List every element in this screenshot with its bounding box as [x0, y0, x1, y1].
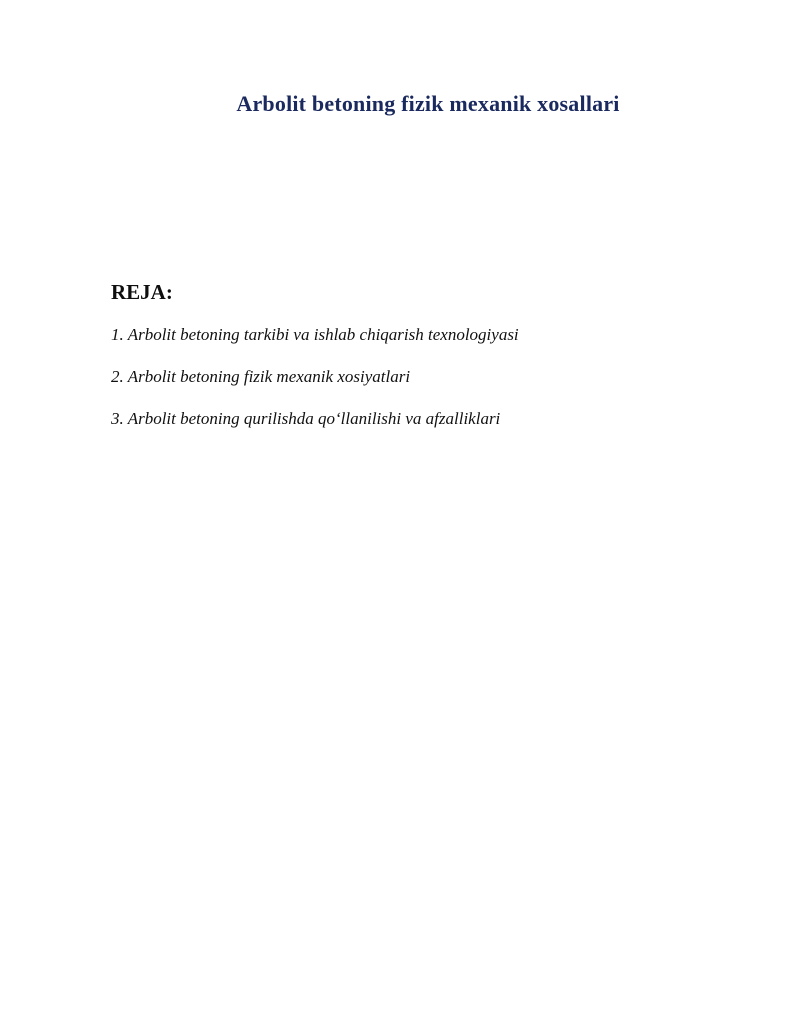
plan-item-2: 2. Arbolit betoning fizik mexanik xosiyatlari — [111, 367, 411, 386]
plan-item-3: 3. Arbolit betoning qurilishda qoʻllanilishi va afzalliklari — [111, 409, 501, 428]
document-title: Arbolit betoning fizik mexanik xosallari — [236, 90, 620, 116]
plan-heading: REJA: — [111, 280, 173, 305]
plan-item-1: 1. Arbolit betoning tarkibi va ishlab chiqarish texnologiyasi — [111, 325, 519, 344]
